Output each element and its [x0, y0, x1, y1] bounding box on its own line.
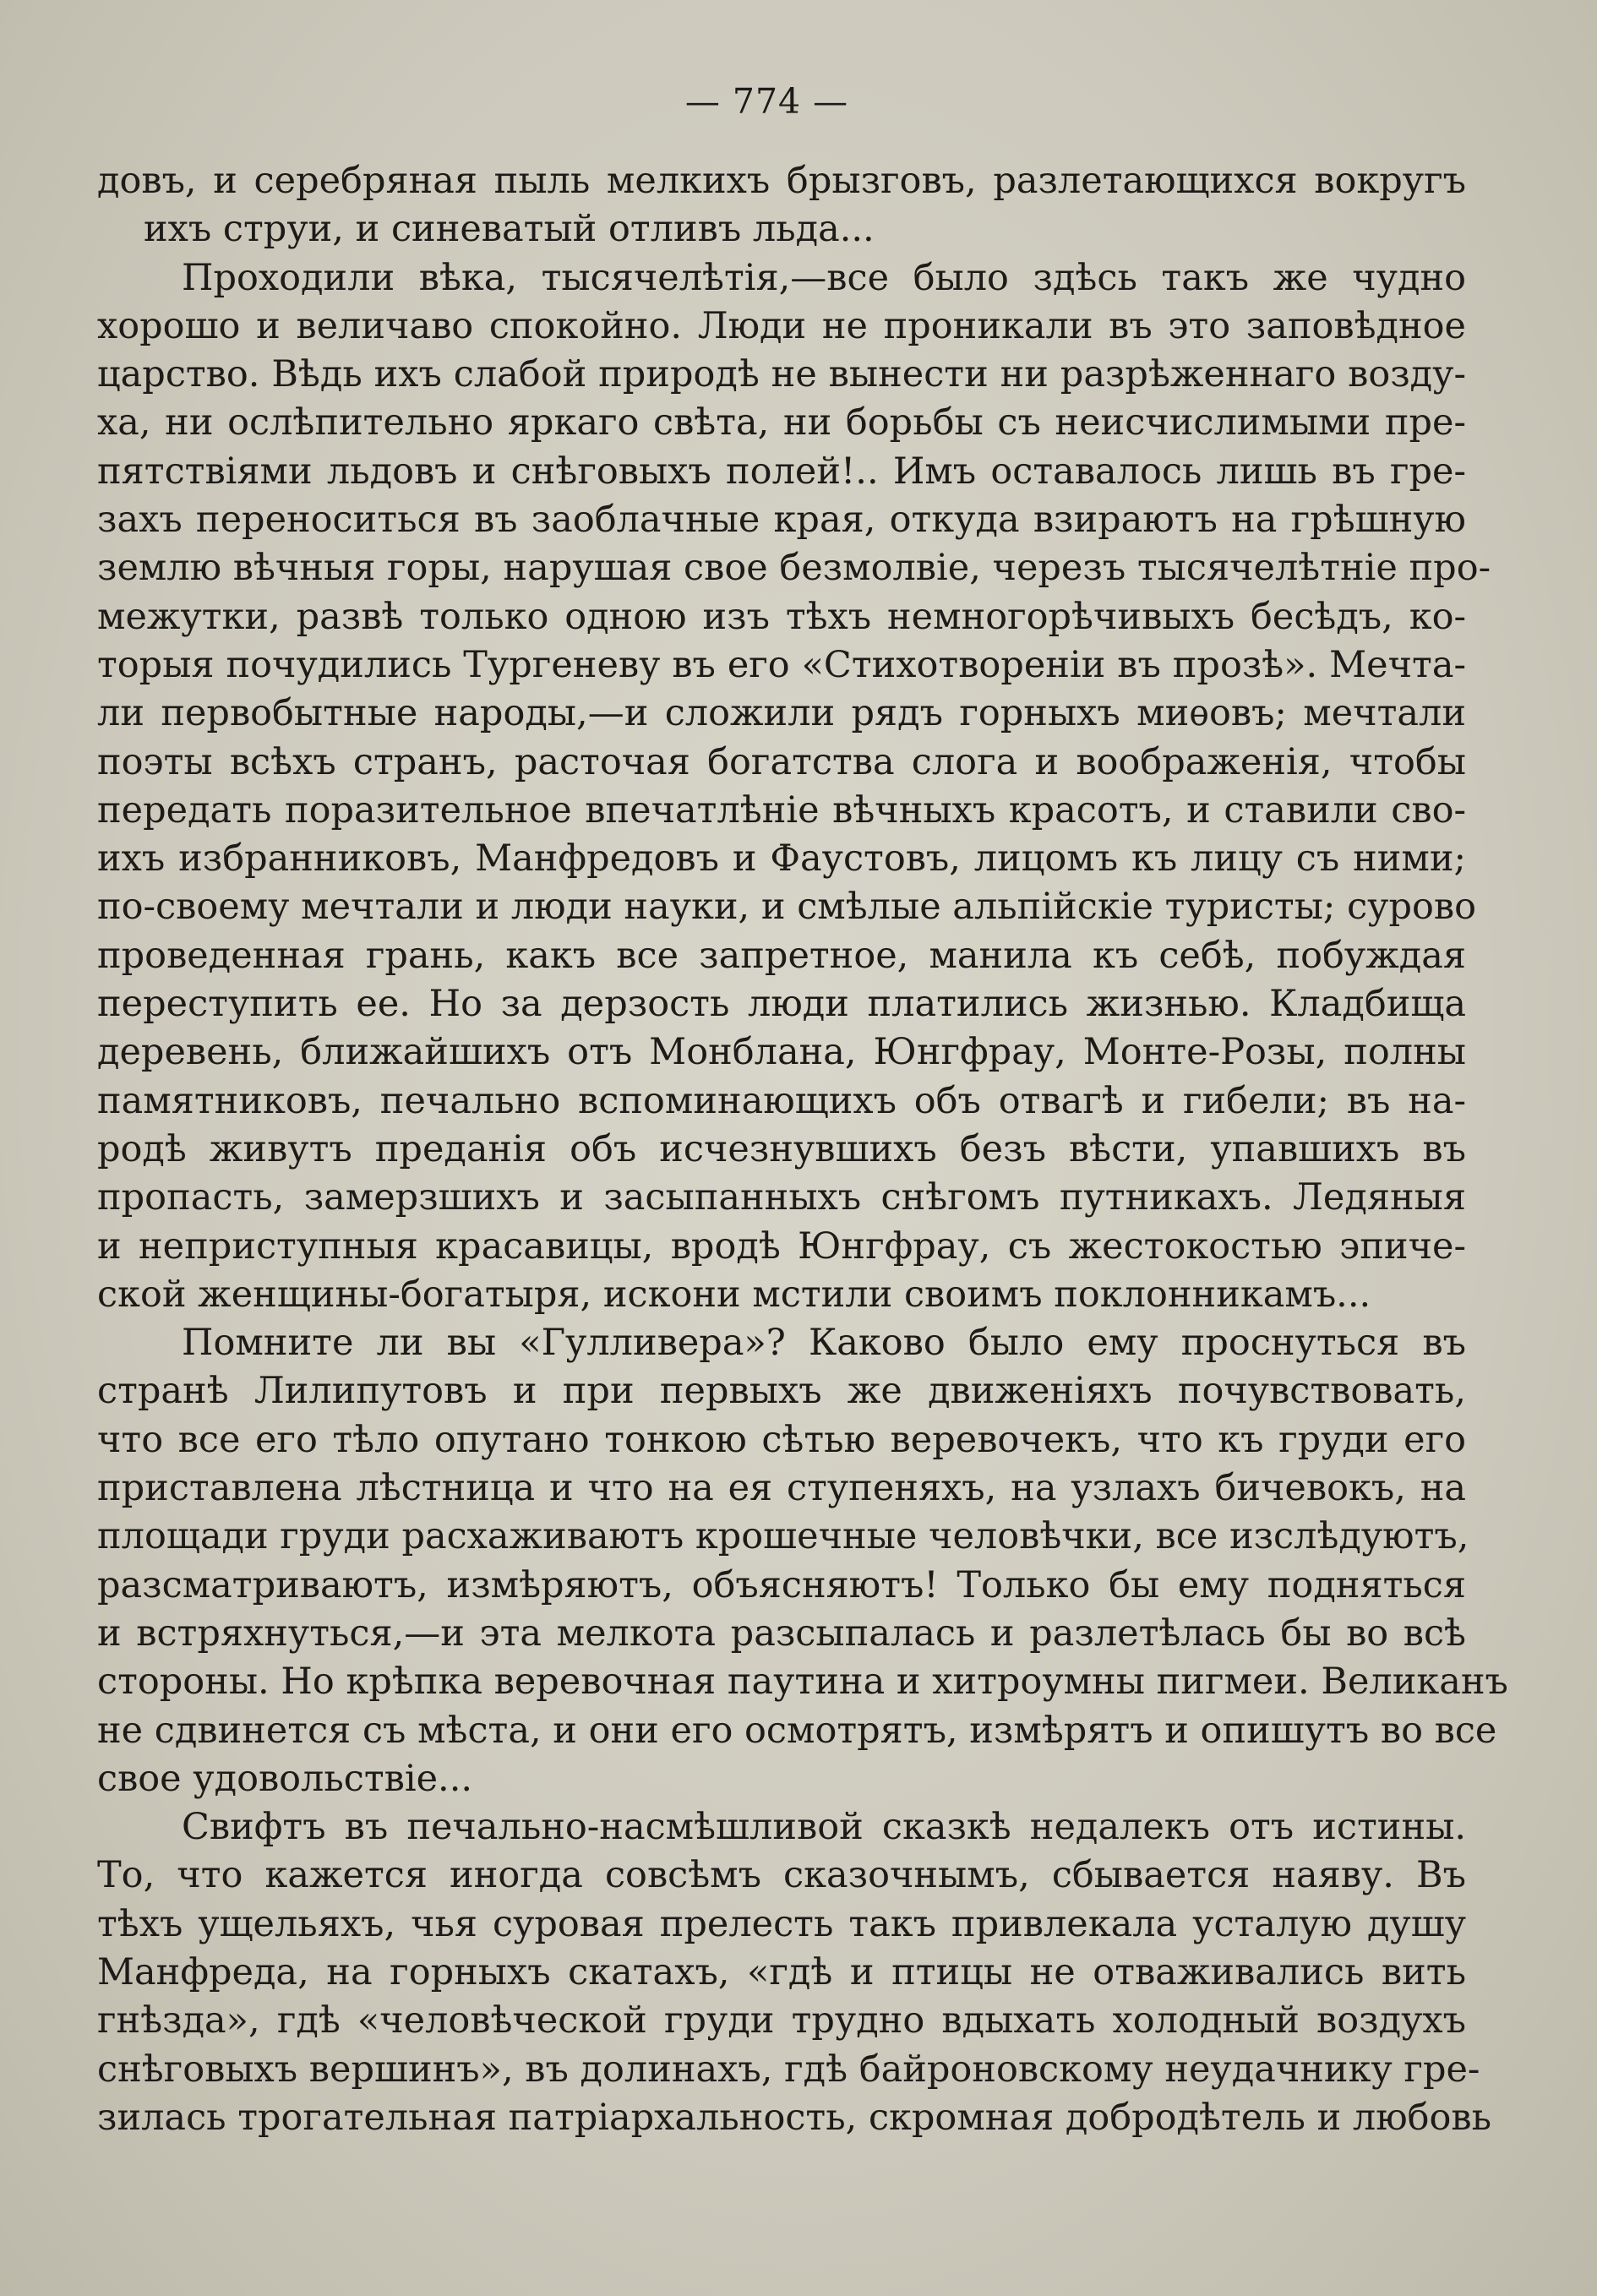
paragraph [97, 157, 1466, 254]
text-line: ихъ струи, и синеватый отливъ льда... [144, 208, 875, 251]
text-line: пятствіями льдовъ и снѣговыхъ полей!.. Имъ оставалось лишь въ гре- [97, 450, 1466, 493]
text-line: зилась трогательная патріархальность, скромная добродѣтель и любовь [97, 2096, 1492, 2139]
text-line: памятниковъ, печально вспоминающихъ объ отвагѣ и гибели; въ на- [97, 1079, 1466, 1122]
text-line: и неприступныя красавицы, вродѣ Юнгфрау, съ жестокостью эпиче- [97, 1224, 1466, 1268]
text-line: родѣ живутъ преданія объ исчезнувшихъ безъ вѣсти, упавшихъ въ [97, 1127, 1466, 1170]
text-line: пропасть, замерзшихъ и засыпанныхъ снѣгомъ путникахъ. Ледяныя [97, 1176, 1466, 1219]
text-line: что все его тѣло опутано тонкою сѣтью веревочекъ, что къ груди его [97, 1418, 1466, 1461]
text-line: странѣ Лилипутовъ и при первыхъ же движеніяхъ почувствовать, [97, 1370, 1466, 1413]
text-line: ха, ни ослѣпительно яркаго свѣта, ни борьбы съ неисчислимыми пре- [97, 401, 1466, 444]
text-line: тѣхъ ущельяхъ, чья суровая прелесть такъ привлекала усталую душу [97, 1902, 1466, 1945]
paragraph [97, 254, 1491, 1320]
text-line: приставлена лѣстница и что на ея ступеняхъ, на узлахъ бичевокъ, на [97, 1467, 1466, 1510]
text-line: стороны. Но крѣпка веревочная паутина и хитроумны пигмеи. Великанъ [97, 1661, 1508, 1704]
text-line: ли первобытные народы,—и сложили рядъ горныхъ миѳовъ; мечтали [97, 692, 1466, 735]
text-line: довъ, и серебряная пыль мелкихъ брызговъ, разлетающихся вокругъ [97, 160, 1466, 202]
text-line: по-своему мечтали и люди науки, и смѣлые альпійскіе туристы; сурово [97, 886, 1476, 929]
text-line: ихъ избранниковъ, Манфредовъ и Фаустовъ, лицомъ къ лицу съ ними; [97, 837, 1466, 881]
text-line: хорошо и величаво спокойно. Люди не проникали въ это заповѣдное [97, 304, 1466, 347]
paragraph [97, 1803, 1492, 2142]
paragraph [97, 1319, 1508, 1803]
text-line: царство. Вѣдь ихъ слабой природѣ не вынести ни разрѣженнаго возду- [97, 353, 1466, 396]
text-line: землю вѣчныя горы, нарушая свое безмолвіе, черезъ тысячелѣтніе про- [97, 547, 1491, 590]
text-line: проведенная грань, какъ все запретное, манила къ себѣ, побуждая [97, 934, 1466, 977]
text-line: Манфреда, на горныхъ скатахъ, «гдѣ и птицы не отваживались вить [97, 1950, 1466, 1993]
text-line: передать поразительное впечатлѣніе вѣчныхъ красотъ, и ставили сво- [97, 788, 1466, 832]
page-number: — 774 — [684, 81, 849, 122]
text-line: Свифтъ въ печально-насмѣшливой сказкѣ недалекъ отъ истины. [182, 1806, 1466, 1849]
text-line: деревень, ближайшихъ отъ Монблана, Юнгфрау, Монте-Розы, полны [97, 1031, 1466, 1074]
text-line: площади груди расхаживаютъ крошечные человѣчки, все изслѣдуютъ, [97, 1515, 1469, 1558]
text-line: захъ переноситься въ заоблачные края, откуда взираютъ на грѣшную [97, 499, 1466, 542]
text-line: Помните ли вы «Гулливера»? Каково было ему проснуться въ [182, 1322, 1466, 1365]
text-line: межутки, развѣ только одною изъ тѣхъ немногорѣчивыхъ бесѣдъ, ко- [97, 595, 1466, 638]
text-line: торыя почудились Тургеневу въ его «Стихотвореніи въ прозѣ». Мечта- [97, 643, 1466, 686]
text-line: свое удовольствіе... [97, 1757, 473, 1800]
text-line: поэты всѣхъ странъ, расточая богатства слога и воображенія, чтобы [97, 740, 1466, 783]
text-line: ской женщины-богатыря, искони мстили своимъ поклонникамъ... [97, 1273, 1371, 1316]
text-line: снѣговыхъ вершинъ», въ долинахъ, гдѣ байроновскому неудачнику гре- [97, 2048, 1480, 2091]
text-line: переступить ее. Но за дерзость люди платились жизнью. Кладбища [97, 983, 1466, 1026]
text-line: и встряхнуться,—и эта мелкота разсыпалась и разлетѣлась бы во всѣ [97, 1612, 1466, 1655]
text-line: не сдвинется съ мѣста, и они его осмотрятъ, измѣрятъ и опишутъ во все [97, 1709, 1497, 1752]
text-line: Проходили вѣка, тысячелѣтія,—все было здѣсь такъ же чудно [182, 256, 1466, 299]
text-body [97, 157, 1508, 2142]
text-line: разсматриваютъ, измѣряютъ, объясняютъ! Только бы ему подняться [97, 1563, 1466, 1606]
text-line: То, что кажется иногда совсѣмъ сказочнымъ, сбывается наяву. Въ [97, 1854, 1466, 1897]
text-line: гнѣзда», гдѣ «человѣческой груди трудно вдыхать холодный воздухъ [97, 1999, 1466, 2042]
